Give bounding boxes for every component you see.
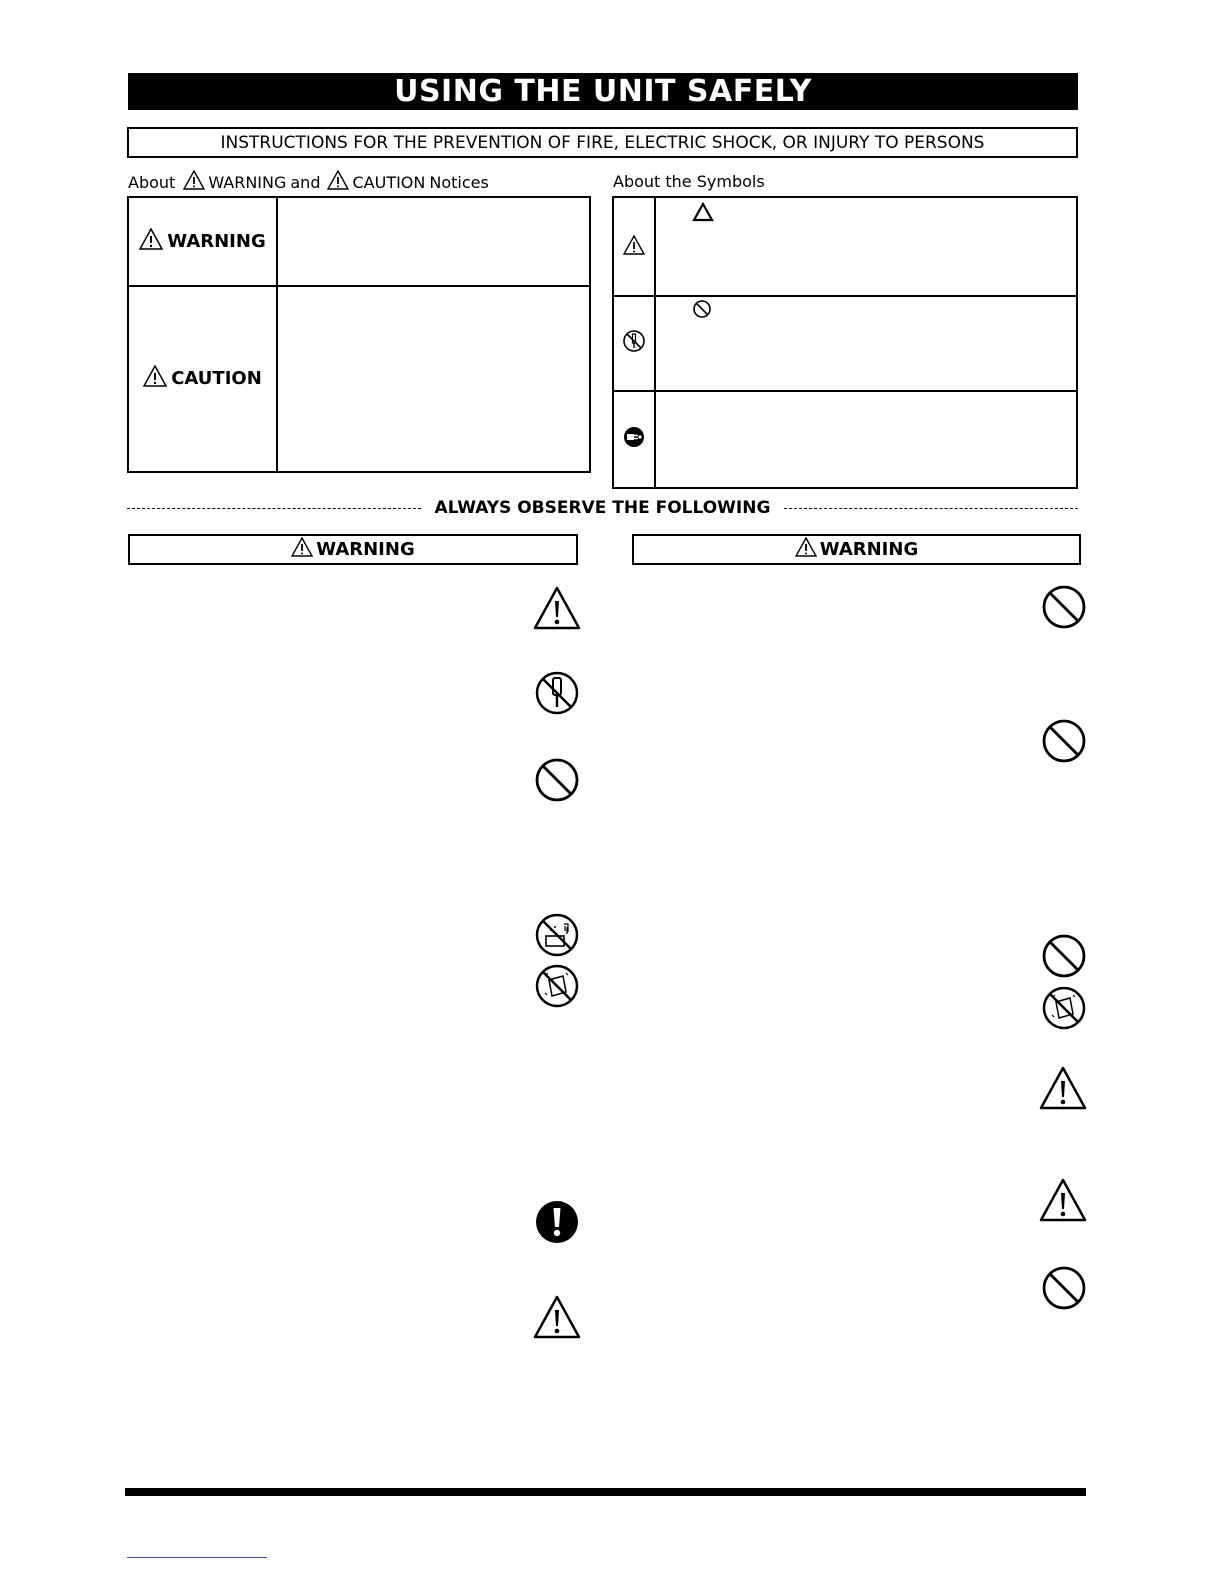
warning-triangle-icon	[139, 228, 167, 255]
warning-triangle-icon	[1038, 1065, 1088, 1115]
symbol-cell	[614, 390, 656, 487]
warning-triangle-icon	[291, 537, 316, 562]
symbol-row	[614, 295, 1076, 392]
dashed-rule	[784, 508, 1078, 509]
mandatory-icon	[534, 1199, 580, 1249]
notices-heading-caution: CAUTION	[352, 172, 426, 192]
no-water-icon	[534, 912, 580, 962]
prohibited-icon	[1041, 933, 1087, 983]
notices-heading-about: About	[128, 172, 176, 192]
right-warning-header	[632, 534, 1081, 565]
left-warning-header-text: WARNING	[316, 539, 415, 560]
no-vibration-icon	[534, 963, 580, 1013]
always-observe-heading: ALWAYS OBSERVE THE FOLLOWING	[434, 498, 771, 518]
notices-heading	[128, 170, 489, 194]
symbols-heading: About the Symbols	[613, 172, 765, 191]
notice-caution-text: CAUTION	[171, 367, 262, 389]
bottom-rule	[125, 1488, 1086, 1496]
footer-link-underline[interactable]	[127, 1557, 267, 1558]
warning-triangle-icon	[324, 170, 352, 194]
warning-triangle-icon	[180, 170, 208, 194]
warning-triangle-icon	[143, 365, 171, 392]
prohibited-icon	[1041, 718, 1087, 768]
page-title: USING THE UNIT SAFELY	[128, 73, 1078, 110]
no-disassemble-icon	[622, 329, 646, 357]
prohibited-icon	[1041, 584, 1087, 634]
notice-warning-label	[129, 198, 278, 285]
prohibited-icon	[1041, 1265, 1087, 1315]
unplug-icon	[622, 425, 646, 453]
notices-heading-notices: Notices	[429, 172, 489, 192]
warning-triangle-icon	[532, 1294, 582, 1344]
warning-triangle-icon	[795, 537, 820, 562]
prohibited-icon	[692, 299, 712, 323]
notice-caution-label	[129, 285, 278, 471]
left-warning-header	[128, 534, 578, 565]
symbol-cell	[614, 198, 656, 295]
symbol-cell	[614, 295, 656, 390]
notice-table	[127, 196, 591, 473]
always-observe-divider	[127, 496, 1078, 520]
instructions-banner: INSTRUCTIONS FOR THE PREVENTION OF FIRE, ELECTRIC SHOCK, OR INJURY TO PERSONS	[127, 127, 1078, 158]
dashed-rule	[127, 508, 421, 509]
symbol-row	[614, 390, 1076, 487]
symbol-row	[614, 198, 1076, 297]
warning-triangle-icon	[532, 585, 582, 635]
notice-row-caution	[129, 285, 589, 471]
notices-heading-and: and	[290, 172, 321, 192]
no-disassemble-icon	[534, 670, 580, 720]
notice-row-warning	[129, 198, 589, 287]
prohibited-icon	[534, 757, 580, 807]
right-warning-header-text: WARNING	[819, 539, 919, 560]
notices-heading-warning: WARNING	[208, 172, 287, 192]
warning-triangle-icon	[622, 234, 646, 260]
notice-warning-text: WARNING	[167, 231, 266, 252]
warning-triangle-icon	[1038, 1177, 1088, 1227]
symbols-table	[612, 196, 1078, 489]
no-vibration-icon	[1041, 985, 1087, 1035]
triangle-outline-icon	[692, 202, 714, 226]
